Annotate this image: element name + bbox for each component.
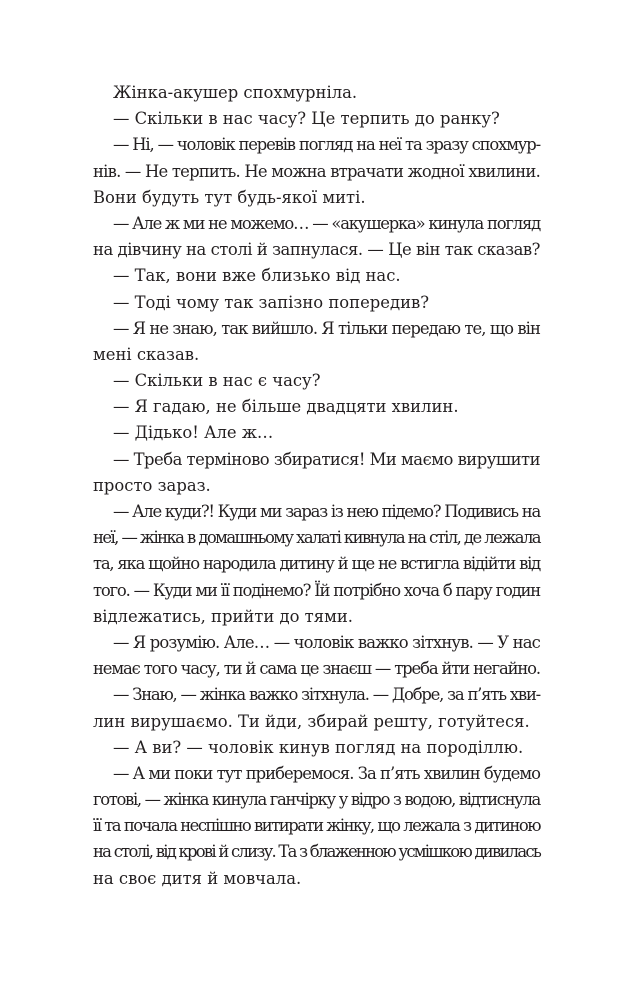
text-line: — Ні, — чоловік перевів погляд на неї та зразу спохмур- — [113, 135, 540, 155]
text-line: того. — Куди ми її подінемо? Їй потрібно хоча б пару годин — [93, 580, 540, 600]
text-line: — Але куди?! Куди ми зараз із нею підемо? Подивись на — [113, 502, 540, 521]
text-line: немає того часу, ти й сама це знаєш — треба йти негайно. — [93, 659, 540, 679]
paragraph — [93, 211, 540, 263]
text-line: — Скільки в нас є часу? — [113, 371, 321, 391]
text-line: на дівчину на столі й запнулася. — Це він так сказав? — [93, 240, 540, 260]
paragraph — [93, 682, 540, 734]
text-line: на столі, від крові й слизу. Та з блаженною усмішкою дивилась — [93, 842, 541, 862]
body-text — [93, 80, 540, 892]
paragraph — [93, 263, 540, 289]
text-line: — Треба терміново збиратися! Ми маємо вирушити — [113, 449, 540, 469]
text-line: — Дідько! Але ж… — [113, 423, 274, 443]
paragraph — [93, 316, 540, 368]
paragraph — [93, 368, 540, 394]
text-line: лин вирушаємо. Ти йди, збирай решту, готуйтеся. — [93, 711, 530, 731]
text-line: — Я розумію. Але… — чоловік важко зітхнув. — У нас — [113, 632, 540, 652]
paragraph — [93, 106, 540, 132]
text-line: на своє дитя й мовчала. — [93, 868, 302, 888]
text-line: нів. — Не терпить. Не можна втрачати жодної хвилини. — [93, 161, 540, 181]
paragraph — [93, 132, 540, 211]
text-line: мені сказав. — [93, 344, 200, 364]
text-line: — Скільки в нас часу? Це терпить до ранку? — [113, 109, 500, 129]
paragraph — [93, 630, 540, 682]
text-line: — Але ж ми не можемо… — «акушерка» кинула погляд — [113, 213, 540, 233]
paragraph — [93, 80, 540, 106]
text-line: Жінка-акушер спохмурніла. — [113, 83, 358, 102]
text-line: та, яка щойно народила дитину й ще не встигла відійти від — [93, 554, 540, 574]
text-line: — Я гадаю, не більше двадцяти хвилин. — [113, 397, 459, 417]
paragraph — [93, 735, 540, 761]
text-line: — А ми поки тут приберемося. За п’ять хвилин будемо — [113, 763, 540, 783]
paragraph — [93, 290, 540, 316]
text-line: неї, — жінка в домашньому халаті кивнула на стіл, де лежала — [93, 528, 540, 548]
paragraph — [93, 761, 540, 892]
text-line: відлежатись, прийти до тями. — [93, 606, 353, 626]
paragraph — [93, 447, 540, 499]
text-line: готові, — жінка кинула ганчірку у відро з водою, відтиснула — [93, 790, 540, 810]
paragraph — [93, 499, 540, 630]
text-line: просто зараз. — [93, 475, 211, 495]
text-line: Вони будуть тут будь-якої миті. — [93, 187, 366, 207]
text-line: — Так, вони вже близько від нас. — [113, 266, 401, 286]
text-line: її та почала неспішно витирати жінку, що лежала з дитиною — [93, 816, 540, 836]
paragraph — [93, 420, 540, 446]
text-line: — А ви? — чоловік кинув погляд на породіллю. — [113, 737, 524, 757]
text-line: — Я не знаю, так вийшло. Я тільки передаю те, що він — [113, 318, 540, 338]
text-line: — Знаю, — жінка важко зітхнула. — Добре, за п’ять хви- — [113, 685, 540, 705]
text-line: — Тоді чому так запізно попередив? — [113, 292, 430, 312]
paragraph — [93, 394, 540, 420]
